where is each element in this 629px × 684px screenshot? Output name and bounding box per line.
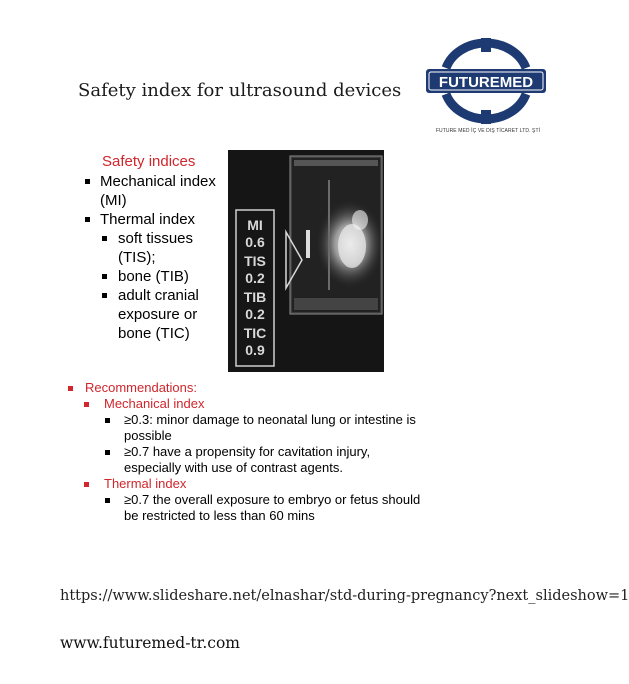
website-link[interactable]: www.futuremed-tr.com <box>60 634 241 652</box>
logo-brand-text: FUTUREMED <box>438 74 534 91</box>
display-label-mi: MI <box>247 217 263 233</box>
list-item-label: bone (TIB) <box>118 268 189 285</box>
display-value-tic: 0.9 <box>245 342 265 358</box>
list-item <box>102 267 224 286</box>
futuremed-logo <box>424 36 548 124</box>
source-url-link[interactable]: https://www.slideshare.net/elnashar/std-during-pregnancy?next_slideshow=1 <box>60 588 629 604</box>
safety-indices-section <box>84 152 224 343</box>
safety-indices-list <box>84 172 224 343</box>
display-value-tib: 0.2 <box>245 306 265 322</box>
display-value-tis: 0.2 <box>245 270 265 286</box>
list-item <box>84 210 224 343</box>
list-item-label: soft tissues (TIS); <box>118 230 194 266</box>
thermal-index-sublist <box>102 229 224 343</box>
list-item: ≥0.7 have a propensity for cavitation injury, especially with use of contrast agents. <box>102 444 426 476</box>
display-label-tib: TIB <box>243 289 267 305</box>
list-item <box>102 229 224 267</box>
thermal-index-heading: Thermal index <box>82 476 426 492</box>
list-item: ≥0.3: minor damage to neonatal lung or intestine is possible <box>102 412 426 444</box>
recommendations-heading: Recommendations: <box>66 380 426 396</box>
mechanical-index-heading: Mechanical index <box>82 396 426 412</box>
logo-company-name: FUTURE MED İÇ VE DIŞ TİCARET LTD. ŞTİ <box>435 128 541 134</box>
recommendations-section <box>66 380 426 524</box>
display-value-mi: 0.6 <box>245 234 265 250</box>
display-label-tis: TIS <box>244 253 266 269</box>
safety-indices-heading: Safety indices <box>102 153 196 170</box>
list-item-label: Mechanical index (MI) <box>100 173 216 209</box>
list-item-label: adult cranial exposure or bone (TIC) <box>118 287 199 342</box>
list-item-label: Thermal index <box>100 211 196 228</box>
page-title: Safety index for ultrasound devices <box>78 80 402 101</box>
display-label-tic: TIC <box>243 325 267 341</box>
list-item: ≥0.7 the overall exposure to embryo or fetus should be restricted to less than 60 mins <box>102 492 426 524</box>
list-item <box>102 286 224 343</box>
list-item <box>84 172 224 210</box>
ultrasound-screenshot <box>228 150 384 372</box>
